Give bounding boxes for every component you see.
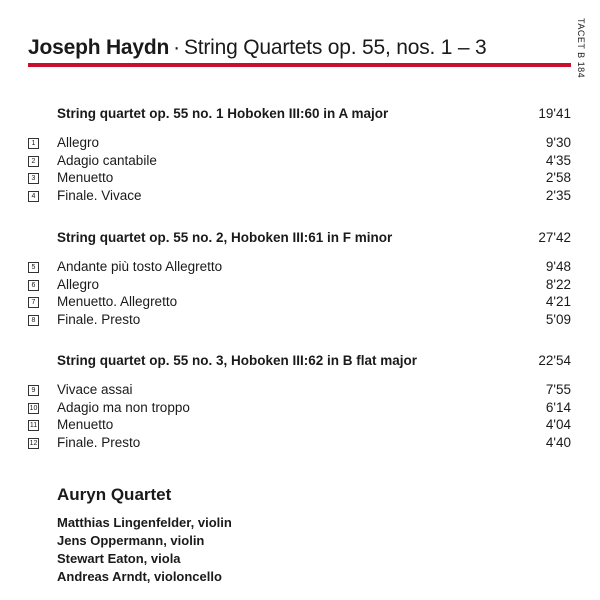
- track-row: [28, 417, 571, 435]
- work-duration: 19'41: [538, 106, 571, 121]
- member-item: Matthias Lingenfelder, violin: [57, 515, 232, 530]
- track-duration: 9'30: [545, 135, 571, 150]
- track-number-box: 8: [28, 315, 39, 326]
- track-row: [28, 400, 571, 418]
- track-row: [28, 312, 571, 330]
- member-item: Stewart Eaton, viola: [57, 551, 181, 566]
- track-number-box: 12: [29, 439, 38, 447]
- work-title: String quartet op. 55 no. 2, Hoboken III:61 in F minor: [57, 230, 393, 245]
- track-row: [28, 382, 571, 400]
- track-duration: 4'35: [545, 152, 571, 168]
- ensemble-name: Auryn Quartet: [57, 485, 172, 504]
- track-duration: 4'21: [545, 294, 571, 310]
- work-1: [28, 106, 571, 205]
- page-title: [28, 36, 548, 60]
- work-2: [28, 230, 571, 329]
- track-name: Menuetto. Allegretto: [57, 294, 178, 310]
- track-duration: 8'22: [545, 276, 571, 292]
- work-heading: [28, 230, 571, 248]
- work-duration: 22'54: [538, 353, 571, 368]
- track-row: [28, 153, 571, 171]
- album-title: String Quartets op. 55, nos. 1 – 3: [183, 36, 487, 59]
- track-row: [28, 170, 571, 188]
- title-separator: ·: [173, 36, 180, 59]
- track-name: Allegro: [57, 135, 100, 150]
- track-number-box: 6: [28, 280, 39, 291]
- member-item: Andreas Arndt, violoncello: [57, 569, 222, 584]
- track-number-box: 9: [28, 385, 39, 396]
- member-item: Jens Oppermann, violin: [57, 533, 205, 548]
- track-number-box: 2: [28, 156, 39, 167]
- track-duration: 7'55: [545, 382, 571, 397]
- track-name: Vivace assai: [57, 382, 133, 397]
- track-row: [28, 277, 571, 295]
- track-name: Adagio ma non troppo: [57, 399, 190, 415]
- track-name: Finale. Presto: [57, 434, 141, 450]
- track-name: Allegro: [57, 276, 100, 292]
- track-row: [28, 259, 571, 277]
- track-number-box: 3: [28, 173, 39, 184]
- track-duration: 4'40: [545, 434, 571, 450]
- track-row: [28, 135, 571, 153]
- track-row: [28, 294, 571, 312]
- track-duration: 2'35: [545, 187, 571, 203]
- track-number-box: 1: [28, 138, 39, 149]
- accent-rule: [28, 63, 571, 67]
- work-heading: [28, 353, 571, 371]
- track-row: [28, 188, 571, 206]
- member-list: [57, 515, 232, 587]
- work-heading: [28, 106, 571, 124]
- work-3: [28, 353, 571, 452]
- track-name: Finale. Vivace: [57, 187, 142, 203]
- track-number-box: 4: [28, 191, 39, 202]
- track-row: [28, 435, 571, 453]
- work-duration: 27'42: [538, 230, 571, 245]
- track-number-box: 11: [29, 422, 38, 430]
- work-title: String quartet op. 55 no. 3, Hoboken III:62 in B flat major: [57, 353, 418, 368]
- catalog-number: TACET B 184: [576, 18, 586, 79]
- track-name: Adagio cantabile: [57, 152, 157, 168]
- track-duration: 6'14: [545, 399, 571, 415]
- track-name: Menuetto: [57, 170, 114, 186]
- track-name: Andante più tosto Allegretto: [57, 259, 223, 274]
- composer-name: Joseph Haydn: [28, 36, 170, 59]
- track-number-box: 5: [28, 262, 39, 273]
- track-duration: 9'48: [545, 259, 571, 274]
- work-title: String quartet op. 55 no. 1 Hoboken III:60 in A major: [57, 106, 389, 121]
- track-number-box: 7: [28, 297, 39, 308]
- track-name: Finale. Presto: [57, 311, 141, 327]
- track-name: Menuetto: [57, 417, 114, 433]
- track-duration: 2'58: [545, 170, 571, 186]
- track-duration: 4'04: [545, 417, 571, 433]
- track-duration: 5'09: [545, 311, 571, 327]
- track-number-box: 10: [29, 404, 38, 412]
